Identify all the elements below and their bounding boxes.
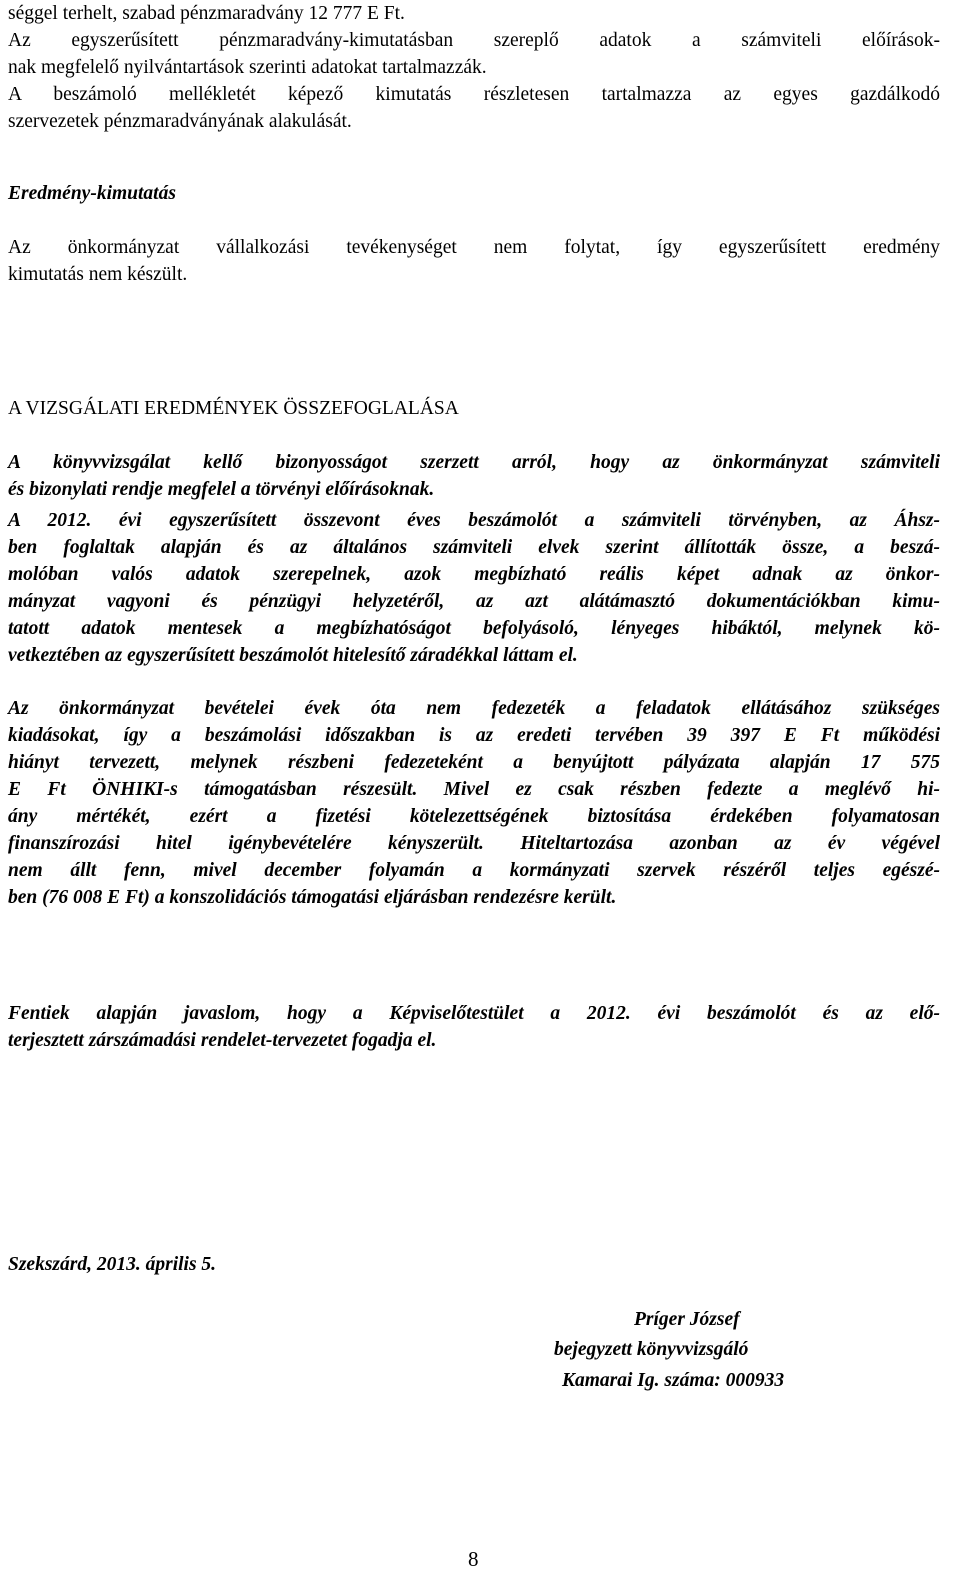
date-text: Szekszárd, 2013. április 5. [8, 1254, 217, 1275]
text-line: molóban valós adatok szerepelnek, azok megbízható reális képet adnak az önkor- [8, 564, 940, 585]
text-line: mányzat vagyoni és pénzügyi helyzetéről, az azt alátámasztó dokumentációkban kimu- [8, 591, 940, 612]
conclusion-paragraph [8, 1000, 940, 1054]
text-line: nak megfelelő nyilvántartások szerinti adatokat tartalmazzák. [8, 57, 487, 78]
text-line: A 2012. évi egyszerűsített összevont éves beszámolót a számviteli törvényben, az Áhsz- [8, 510, 940, 531]
signatory-title: bejegyzett könyvvizsgáló [554, 1339, 749, 1360]
section-heading-result-statement [8, 180, 940, 207]
text-line: ben (76 008 E Ft) a konszolidációs támogatási eljárásban rendezésre került. [8, 887, 617, 908]
text-line: kimutatás nem készült. [8, 264, 188, 285]
text-line: ben foglaltak alapján és az általános számviteli elvek szerint állították össze, a beszá- [8, 537, 940, 558]
result-statement-paragraph [8, 234, 940, 288]
document-page [8, 0, 948, 1593]
text-line: Az önkormányzat vállalkozási tevékenységet nem folytat, így egyszerűsített eredmény [8, 237, 940, 258]
summary-paragraph-2 [8, 507, 940, 669]
text-line: A könyvvizsgálat kellő bizonyosságot szerzett arról, hogy az önkormányzat számviteli [8, 452, 940, 473]
text-line: vetkeztében az egyszerűsített beszámolót hitelesítő záradékkal láttam el. [8, 645, 578, 666]
place-and-date [8, 1251, 940, 1278]
text-line: tatott adatok mentesek a megbízhatóságot befolyásoló, lényeges hibáktól, melynek kö- [8, 618, 940, 639]
text-line: és bizonylati rendje megfelel a törvényi előírásoknak. [8, 479, 435, 500]
text-line: Fentiek alapján javaslom, hogy a Képviselőtestület a 2012. évi beszámolót és az elő- [8, 1003, 940, 1024]
section-heading-summary [8, 395, 940, 422]
text-line: Az önkormányzat bevételei évek óta nem fedezeték a feladatok ellátásához szükséges [8, 698, 940, 719]
text-line: séggel terhelt, szabad pénzmaradvány 12 777 E Ft. [8, 3, 405, 24]
signatory-registration: Kamarai Ig. száma: 000933 [562, 1370, 785, 1391]
text-line: szervezetek pénzmaradványának alakulását. [8, 111, 352, 132]
text-line: ány mértékét, ezért a fizetési kötelezettségének biztosítása érdekében folyamatosan [8, 806, 940, 827]
text-line: finanszírozási hitel igénybevételére kényszerült. Hiteltartozása azonban az év végével [8, 833, 940, 854]
text-line: terjesztett zárszámadási rendelet-tervezetet fogadja el. [8, 1030, 437, 1051]
page-number: 8 [468, 1547, 479, 1571]
heading-text: Eredmény-kimutatás [8, 183, 176, 204]
text-line: E Ft ÖNHIKI-s támogatásban részesült. Mivel ez csak részben fedezte a meglévő hi- [8, 779, 940, 800]
summary-paragraph-3 [8, 695, 940, 911]
signatory-name: Príger József [634, 1309, 740, 1330]
text-line: Az egyszerűsített pénzmaradvány-kimutatásban szereplő adatok a számviteli előírások- [8, 30, 940, 51]
heading-text: A VIZSGÁLATI EREDMÉNYEK ÖSSZEFOGLALÁSA [8, 398, 459, 419]
text-line: A beszámoló mellékletét képező kimutatás részletesen tartalmazza az egyes gazdálkodó [8, 84, 940, 105]
text-line: nem állt fenn, mivel december folyamán a kormányzati szervek részéről teljes egészé- [8, 860, 940, 881]
text-line: hiányt tervezett, melynek részbeni fedezeteként a benyújtott pályázata alapján 17 575 [8, 752, 940, 773]
text-line: kiadásokat, így a beszámolási időszakban is az eredeti tervében 39 397 E Ft működési [8, 725, 940, 746]
summary-paragraph-1 [8, 449, 940, 503]
pension-balance-paragraph [8, 0, 940, 135]
